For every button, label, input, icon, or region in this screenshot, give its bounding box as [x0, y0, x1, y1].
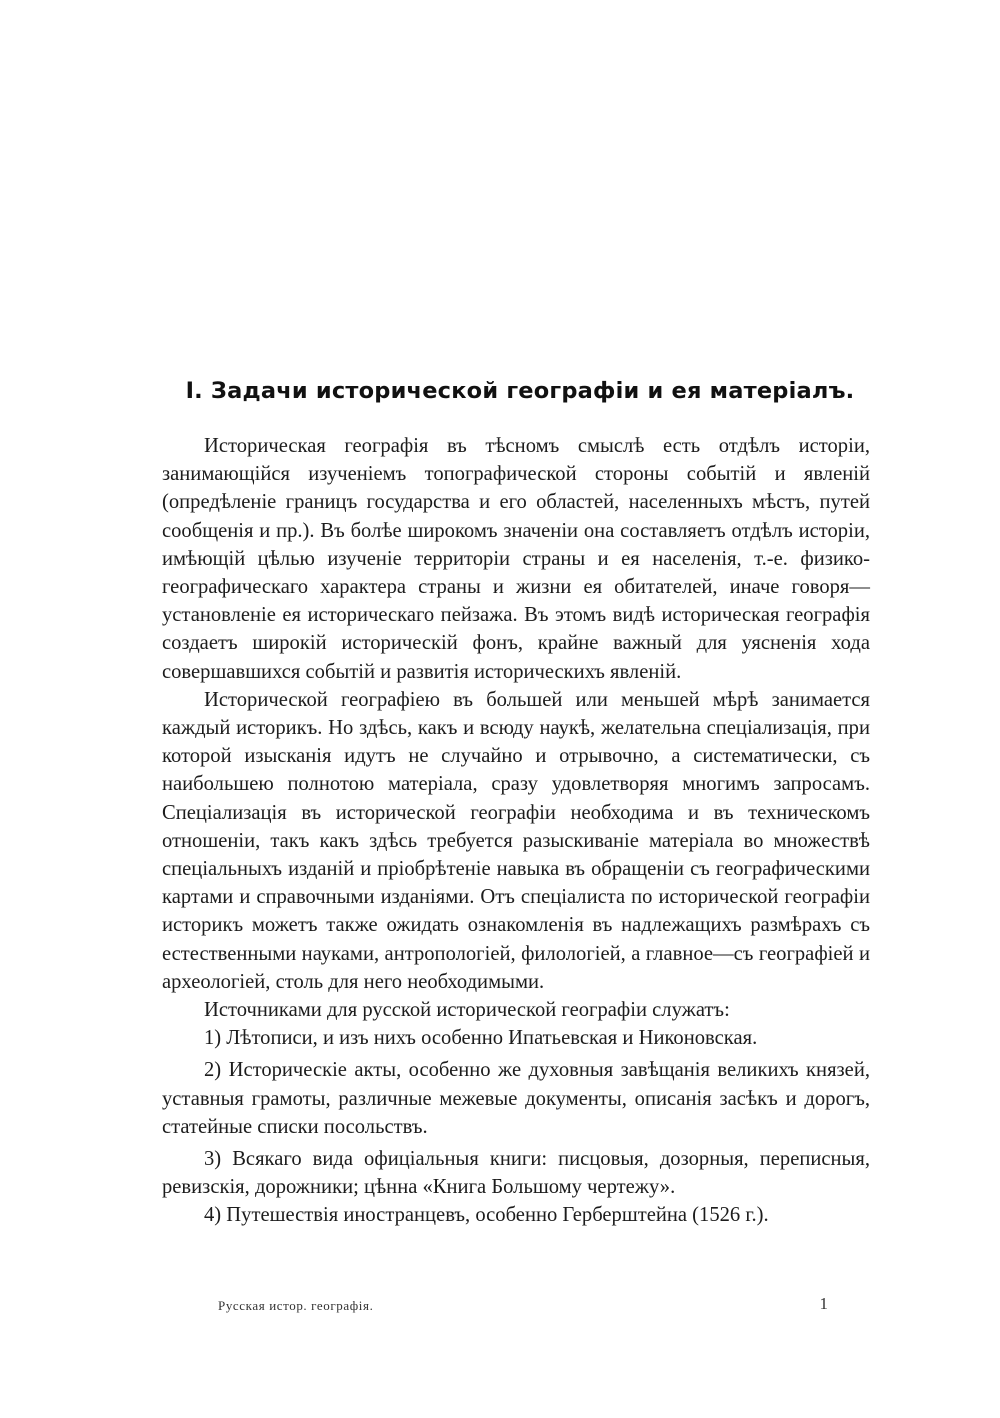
- source-item-travels: 4) Путешествія иностранцевъ, особенно Герберштейна (1526 г.).: [204, 1204, 769, 1227]
- source-item-official-books: 3) Всякаго вида офиціальныя книги: писцовыя, дозорныя, переписныя, ревизскія, дорожники; цѣнна «Книга Большому чертежу».: [162, 1148, 870, 1199]
- running-title: Русская истор. географія.: [218, 1298, 374, 1313]
- source-item-chronicles: 1) Лѣтописи, и изъ нихъ особенно Ипатьевская и Никоновская.: [204, 1027, 758, 1050]
- paragraph-definition: Историческая географія въ тѣсномъ смыслѣ есть отдѣлъ исторіи, занимающійся изученіемъ топографической стороны событій и явленій (опредѣленіе границъ государства и его областей, населенныхъ мѣстъ, путей сообщенія и пр.). Въ болѣе широкомъ значеніи она составляетъ отдѣлъ исторіи, имѣющій цѣлью изученіе территоріи страны и ея населенія, т.-е. физико-географическаго характера страны и жизни ея обитателей, иначе говоря—установленіе ея историческаго пейзажа. Въ этомъ видѣ историческая географія создаетъ широкій историческій фонъ, крайне важный для уясненія хода совершавшихся событій и развитія историческихъ явленій.: [162, 435, 870, 683]
- paragraph-sources-intro: Источниками для русской исторической географіи служатъ:: [204, 999, 730, 1022]
- paragraph-specialization: Исторической географіею въ большей или меньшей мѣрѣ занимается каждый историкъ. Но здѣсь, какъ и всюду наукѣ, желательна спеціализація, при которой изысканія идутъ не случайно и отрывочно, а систематически, съ наибольшею полнотою матеріала, сразу удовлетворяя многимъ запросамъ. Спеціализація въ исторической географіи необходима и въ техническомъ отношеніи, такъ какъ здѣсь требуется разыскиваніе матеріала во множествѣ спеціальныхъ изданій и пріобрѣтеніе навыка въ обращеніи съ географическими картами и справочными изданіями. Отъ спеціалиста по исторической географіи историкъ можетъ также ожидать ознакомленія въ надлежащихъ размѣрахъ съ естественными науками, антропологіей, филологіей, а главное—съ географіей и археологіей, столь для него необходимыми.: [162, 688, 870, 993]
- chapter-heading: I. Задачи исторической географіи и ея матеріалъ.: [185, 378, 855, 404]
- chapter-body: [162, 432, 870, 1230]
- source-item-acts: 2) Историческіе акты, особенно же духовныя завѣщанія великихъ князей, уставныя грамоты, различные межевые документы, описанія засѣкъ и дорогъ, статейные списки посольствъ.: [162, 1059, 870, 1138]
- page-number: 1: [819, 1294, 828, 1313]
